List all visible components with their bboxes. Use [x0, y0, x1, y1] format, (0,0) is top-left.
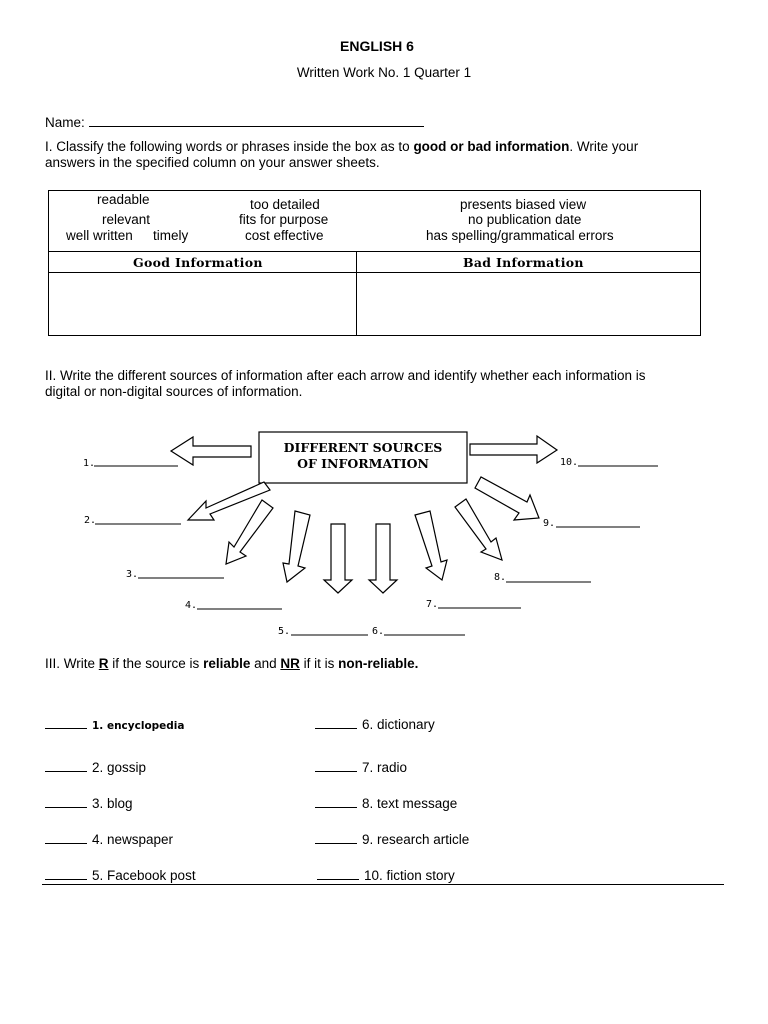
- word-well-written: well written: [66, 228, 133, 243]
- item-label: 7. radio: [362, 760, 408, 775]
- arrow-3-icon: [226, 500, 273, 564]
- part2-instruction-line2: digital or non-digital sources of information.: [45, 384, 303, 399]
- word-fits-for-purpose: fits for purpose: [239, 212, 329, 227]
- good-information-answer-cell[interactable]: [49, 273, 356, 335]
- name-field[interactable]: [89, 114, 424, 127]
- part3-instr-mid2: and: [250, 656, 281, 671]
- word-relevant: relevant: [102, 212, 151, 227]
- part1-instruction-post: . Write your: [569, 139, 639, 154]
- word-cost-effective: cost effective: [245, 228, 324, 243]
- label-7: 7.: [426, 599, 439, 610]
- bad-information-answer-cell[interactable]: [357, 273, 700, 335]
- list-item: [45, 832, 173, 847]
- item-label: 10. fiction story: [364, 868, 455, 883]
- label-5: 5.: [278, 626, 291, 637]
- center-box-line1: DIFFERENT SOURCES: [283, 440, 443, 455]
- list-item: [315, 760, 407, 775]
- label-4: 4.: [185, 600, 198, 611]
- item-label: 3. blog: [92, 796, 133, 811]
- answer-blank[interactable]: [315, 769, 357, 772]
- sources-diagram: [0, 420, 768, 650]
- part3-instr-pre: III. Write: [45, 656, 99, 671]
- label-1: 1.: [83, 458, 96, 469]
- label-3: 3.: [126, 569, 139, 580]
- arrow-5-icon: [324, 524, 352, 593]
- answer-blank[interactable]: [45, 805, 87, 808]
- item-label: 9. research article: [362, 832, 470, 847]
- list-item: [315, 832, 469, 847]
- answer-blank[interactable]: [315, 726, 357, 729]
- bad-information-header: Bad Information: [463, 255, 584, 270]
- name-label: Name:: [45, 115, 85, 130]
- list-item: [45, 868, 196, 883]
- label-2: 2.: [84, 515, 97, 526]
- page-title: ENGLISH 6: [340, 38, 414, 54]
- label-9: 9.: [543, 518, 556, 529]
- arrow-10-icon: [470, 436, 557, 463]
- label-10: 10.: [560, 457, 579, 468]
- item-label: 2. gossip: [92, 760, 147, 775]
- part3-instr-reliable: reliable: [203, 656, 251, 671]
- center-box-line2: OF INFORMATION: [297, 456, 429, 471]
- item-label: 1. encyclopedia: [92, 720, 185, 732]
- arrow-7-icon: [415, 511, 447, 580]
- part1-instruction: [45, 139, 723, 171]
- list-item: [317, 868, 455, 883]
- part1-instruction-bold: good or bad information: [413, 139, 570, 154]
- answer-blank[interactable]: [45, 841, 87, 844]
- part3-instr-mid3: if it is: [299, 656, 339, 671]
- word-readable: readable: [97, 192, 150, 207]
- list-item: [315, 796, 457, 811]
- answer-blank[interactable]: [45, 877, 87, 880]
- good-information-header: Good Information: [133, 255, 263, 270]
- classification-box: [48, 190, 701, 336]
- word-too-detailed: too detailed: [250, 197, 320, 212]
- page-subtitle: Written Work No. 1 Quarter 1: [296, 65, 472, 80]
- bottom-rule: [42, 884, 724, 885]
- part2-instruction: [45, 368, 723, 400]
- part3-instr-nr: NR: [280, 656, 300, 671]
- part3-instr-mid1: if the source is: [108, 656, 204, 671]
- list-item: [315, 717, 435, 732]
- part3-instruction: [45, 656, 418, 671]
- part3-instr-r: R: [98, 656, 109, 671]
- answer-blank[interactable]: [315, 841, 357, 844]
- arrow-1-icon: [171, 437, 251, 465]
- word-spelling-errors: has spelling/grammatical errors: [426, 228, 614, 243]
- label-8: 8.: [494, 572, 507, 583]
- part2-instruction-line1: II. Write the different sources of information after each arrow and identify whether each information is: [45, 368, 646, 383]
- item-label: 5. Facebook post: [92, 868, 196, 883]
- part1-instruction-pre: I. Classify the following words or phrases inside the box as to: [45, 139, 414, 154]
- part3-instr-nonreliable: non-reliable.: [338, 656, 419, 671]
- arrow-9-icon: [475, 477, 539, 520]
- list-item: [45, 760, 146, 775]
- list-item: [45, 717, 185, 732]
- name-row: [45, 114, 424, 130]
- label-6: 6.: [372, 626, 385, 637]
- item-label: 8. text message: [362, 796, 458, 811]
- answer-blank[interactable]: [45, 769, 87, 772]
- item-label: 4. newspaper: [92, 832, 174, 847]
- arrow-6-icon: [369, 524, 397, 593]
- list-item: [45, 796, 133, 811]
- arrow-8-icon: [455, 499, 502, 560]
- word-biased-view: presents biased view: [460, 197, 587, 212]
- answer-blank[interactable]: [317, 877, 359, 880]
- arrow-4-icon: [283, 511, 310, 582]
- answer-blank[interactable]: [45, 726, 87, 729]
- answer-blank[interactable]: [315, 805, 357, 808]
- word-timely: timely: [153, 228, 189, 243]
- item-label: 6. dictionary: [362, 717, 435, 732]
- word-no-publication-date: no publication date: [468, 212, 582, 227]
- box-divider: [49, 251, 700, 252]
- part1-instruction-line2: answers in the specified column on your answer sheets.: [45, 155, 380, 170]
